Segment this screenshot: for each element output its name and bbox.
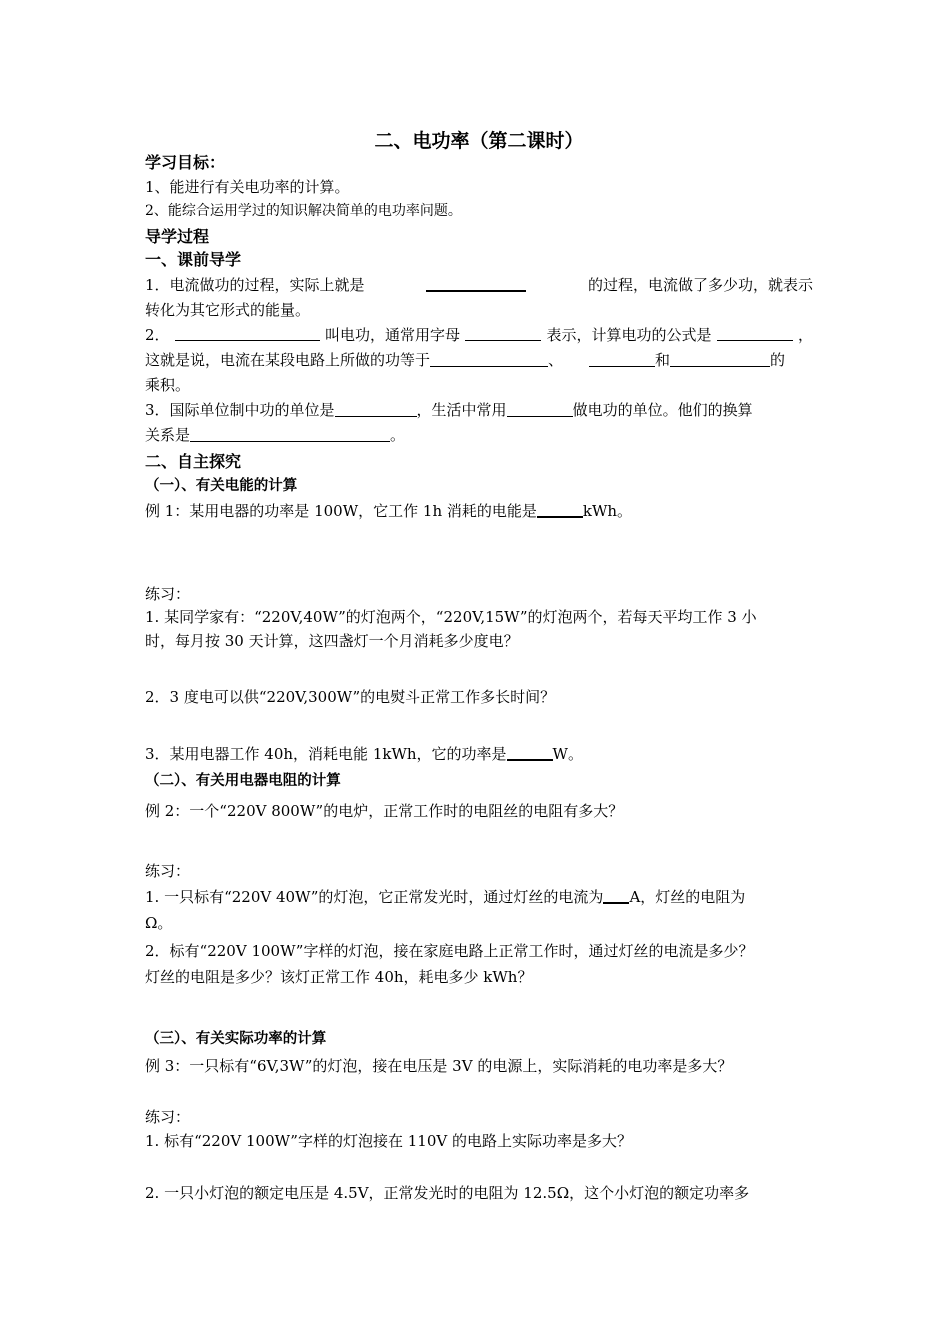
answer-blank[interactable]: [537, 501, 583, 518]
practice-1-line-2: 时，每月按 30 天计算，这四盏灯一个月消耗多少度电？: [145, 632, 519, 650]
example-1-text: 例 1：某用电器的功率是 100W，它工作 1h 消耗的电能是: [145, 502, 537, 520]
practice-1-line-2: Ω。: [145, 914, 173, 932]
objectives-heading: 学习目标：: [145, 153, 226, 172]
q3-text-a: 3．国际单位制中功的单位是: [145, 401, 335, 419]
answer-blank[interactable]: [335, 401, 417, 417]
q1-text-a: 1．电流做功的过程，实际上就是: [145, 276, 365, 294]
practice-1-line-1: 1. 某同学家有：“220V,40W”的灯泡两个，“220V,15W”的灯泡两个，若每天平均工作 3 小: [145, 608, 757, 626]
question-2-line-1: [145, 325, 813, 345]
page-title: 二、电功率（第二课时）: [374, 130, 584, 152]
question-3-line-1: [145, 400, 753, 420]
answer-blank[interactable]: [717, 325, 793, 341]
q2-text-a: 2．: [145, 326, 170, 344]
practice-2: 2．3 度电可以供“220V,300W”的电熨斗正常工作多长时间？: [145, 688, 556, 706]
practice-label: 练习：: [145, 862, 191, 880]
q2-text-e: 这就是说，电流在某段电路上所做的功等于: [145, 351, 431, 369]
question-2-line-3: 乘积。: [145, 376, 191, 394]
q3-text-b: ，生活中常用: [416, 401, 507, 419]
practice-label: 练习：: [145, 585, 191, 603]
practice-1-text-b: A，灯丝的电阻为: [629, 888, 746, 906]
example-1: [145, 501, 632, 521]
practice-label: 练习：: [145, 1108, 191, 1126]
subsection-heading: （一）、有关电能的计算: [145, 478, 298, 494]
answer-blank[interactable]: [507, 401, 573, 417]
practice-1-line-1: [145, 887, 745, 907]
guide-heading: 导学过程: [145, 227, 210, 246]
example-1-unit: kWh。: [582, 502, 633, 520]
question-2-line-2: [145, 350, 785, 370]
question-1-line-1: [145, 275, 813, 295]
practice-2: 2. 一只小灯泡的额定电压是 4.5V，正常发光时的电阻为 12.5Ω，这个小灯泡的额定功率多: [145, 1184, 750, 1202]
question-3-line-2: [145, 425, 405, 445]
objective-item: 1、能进行有关电功率的计算。: [145, 178, 350, 196]
answer-blank[interactable]: [589, 351, 655, 367]
answer-blank[interactable]: [175, 325, 320, 341]
example-3: 例 3：一只标有“6V,3W”的灯泡，接在电压是 3V 的电源上，实际消耗的电功率是多大？: [145, 1057, 733, 1075]
practice-3-text: 3．某用电器工作 40h，消耗电能 1kWh，它的功率是: [145, 745, 507, 763]
q2-text-g: 和: [655, 351, 671, 369]
answer-blank[interactable]: [507, 744, 553, 761]
q2-text-h: 的: [770, 351, 786, 369]
practice-1: 1. 标有“220V 100W”字样的灯泡接在 110V 的电路上实际功率是多大？: [145, 1132, 632, 1150]
section-heading-preview: 一、课前导学: [145, 250, 242, 269]
q2-text-c: 表示，计算电功的公式是: [546, 326, 712, 344]
practice-3-unit: W。: [552, 745, 583, 763]
q3-text-d: 关系是: [145, 426, 191, 444]
answer-blank[interactable]: [465, 325, 541, 341]
example-2: 例 2：一个“220V 800W”的电炉，正常工作时的电阻丝的电阻有多大？: [145, 802, 624, 820]
answer-blank[interactable]: [426, 275, 526, 292]
section-heading-explore: 二、自主探究: [145, 452, 242, 471]
subsection-heading: （三）、有关实际功率的计算: [145, 1031, 327, 1047]
q3-text-e: 。: [390, 426, 406, 444]
practice-2-line-1: 2．标有“220V 100W”字样的灯泡，接在家庭电路上正常工作时，通过灯丝的电流是多少？: [145, 942, 754, 960]
q2-text-f: 、: [548, 351, 564, 369]
answer-blank[interactable]: [670, 351, 770, 367]
practice-2-line-2: 灯丝的电阻是多少？该灯正常工作 40h，耗电多少 kWh？: [145, 968, 533, 986]
answer-blank[interactable]: [190, 426, 390, 442]
question-1-line-2: 转化为其它形式的能量。: [145, 301, 311, 319]
q2-text-b: 叫电功，通常用字母: [325, 326, 461, 344]
objective-item: 2、能综合运用学过的知识解决简单的电功率问题。: [145, 203, 462, 219]
q2-text-d: ，: [797, 326, 813, 344]
answer-blank[interactable]: [603, 887, 629, 904]
practice-1-text: 1. 一只标有“220V 40W”的灯泡，它正常发光时，通过灯丝的电流为: [145, 888, 604, 906]
practice-3: [145, 744, 583, 764]
q3-text-c: 做电功的单位。他们的换算: [572, 401, 753, 419]
subsection-heading: （二）、有关用电器电阻的计算: [145, 773, 341, 789]
answer-blank[interactable]: [430, 351, 548, 367]
q1-text-b: 的过程，电流做了多少功，就表示: [587, 276, 813, 294]
